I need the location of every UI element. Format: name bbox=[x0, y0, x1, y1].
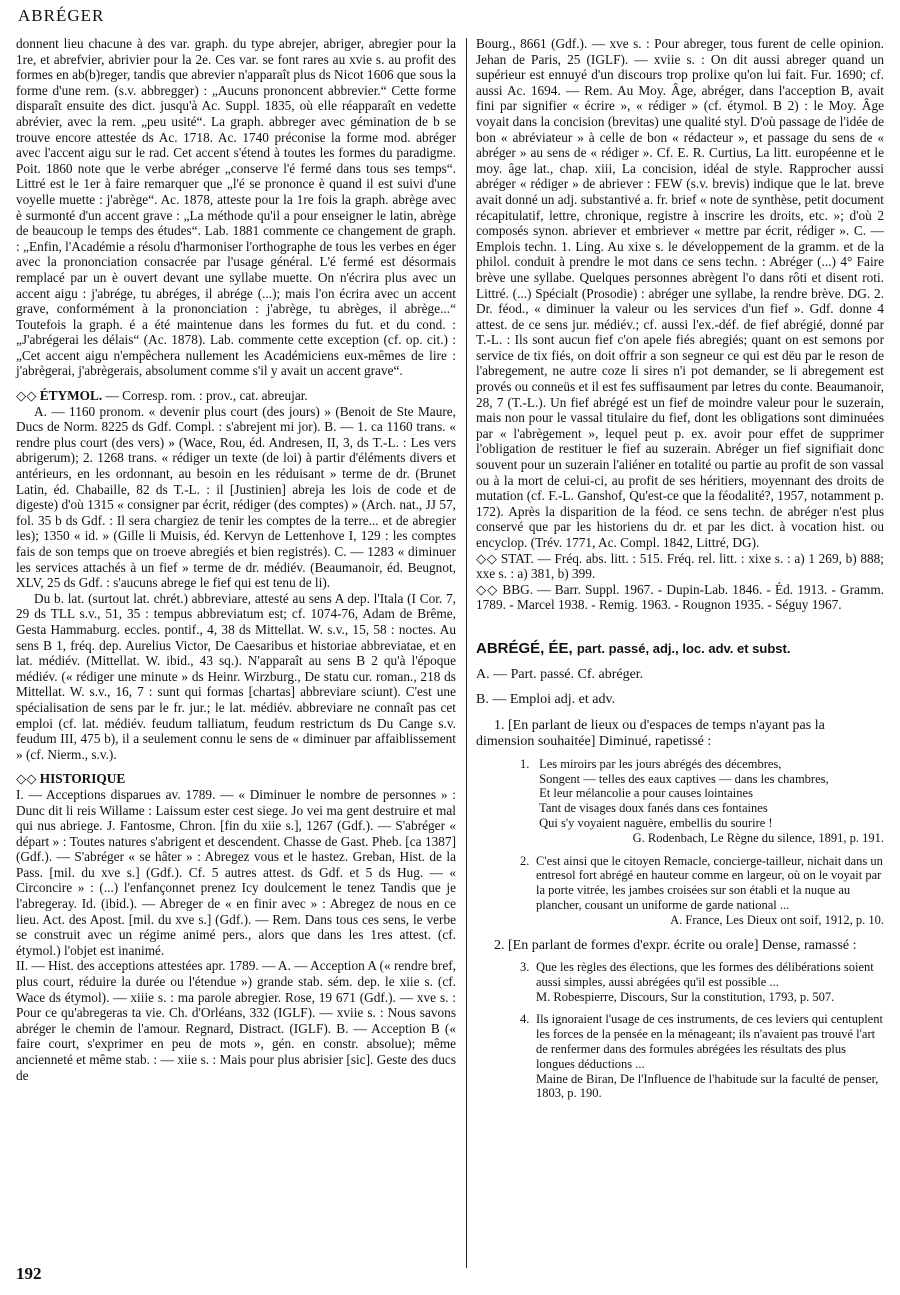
page-number: 192 bbox=[16, 1264, 42, 1283]
sense-2: 2. [En parlant de formes d'expr. écrite ou orale] Dense, ramassé : bbox=[494, 937, 857, 953]
example-number: 2. bbox=[520, 853, 530, 868]
label-a: A. — Part. passé. Cf. abréger. bbox=[476, 666, 644, 682]
example-1 bbox=[520, 757, 884, 846]
example-text: Ils ignoraient l'usage de ces instruments, de ces leviers qui centuplent les forces de la pensée en la ménageant; ils n'avaient pas trouvé l'art de renfermer dans des formules abrégées les résultats des plus longues déductions ... bbox=[536, 1012, 883, 1071]
stat-section: ◇◇ STAT. — Fréq. abs. litt. : 515. Fréq. rel. litt. : xixe s. : a) 1 269, b) 888; xxe s. : a) 381, b) 399. bbox=[476, 550, 884, 582]
left-column bbox=[16, 36, 456, 1083]
column-divider bbox=[466, 38, 467, 1268]
example-source: A. France, Les Dieux ont soif, 1912, p. 10. bbox=[670, 912, 884, 927]
example-text: Que les règles des élections, que les formes des délibérations soient aussi simples, aussi abrégées qu'il est possible ... bbox=[536, 960, 874, 989]
entry-word: ABRÉGÉ, ÉE, bbox=[476, 639, 573, 657]
example-source: Maine de Biran, De l'Influence de l'habitude sur la faculté de penser, 1803, p. 190. bbox=[536, 1071, 879, 1101]
historique-section bbox=[16, 771, 456, 1083]
entry-pos: part. passé, adj., loc. adv. et subst. bbox=[576, 640, 791, 656]
example-2 bbox=[520, 854, 884, 928]
example-number: 1. bbox=[520, 756, 530, 771]
bbg-section: ◇◇ BBG. — Barr. Suppl. 1967. - Dupin-Lab. 1846. - Éd. 1913. - Gramm. 1789. - Marcel 1938. - Remig. 1963. - Rougnon 1935. - Séguy 1967. bbox=[476, 581, 884, 613]
example-number: 3. bbox=[520, 960, 530, 975]
example-4 bbox=[520, 1012, 884, 1101]
verse-line: Qui s'y voyaient naguère, embellis du sourire ! bbox=[539, 815, 773, 830]
example-source: G. Rodenbach, Le Règne du silence, 1891, p. 191. bbox=[632, 830, 884, 845]
etymol-body: A. — 1160 pronom. « devenir plus court (des jours) » (Benoit de Ste Maure, Ducs de Norm. 8225 ds Gdf. Compl. : s'abrejent mi jor). B. — 1. ca 1160 trans. « rendre plus court (des vers) » (Wace, Rou, éd. Andresen, II, 3, ds T.-L. : Les vers abrigerum); 2. 1268 trans. « rédiger un texte (de loi) à partir d'éléments divers et antérieurs, en les ordonnant, au besoin en les réduisant » terme de dr. (Brunet Latin, éd. Chabaille, 82 ds T.-L. : il [Justinien] abreja les lois de code et de digeste) d'où 1315 « consigner par écrit, rédiger (des comptes) » (Arch. nat., JJ 57, fol. 35 b ds Gdf. : Il sera chargiez de tenir les comptes de la terre... et de abregier les); 1350 « id. » (Gille li Muisis, éd. Kervyn de Lettenhove I, 129 : les comptes fais de son temps que on troeve abregiés et bien registrés). C. — 1283 « diminuer les services attachés à un fief » terme de dr. médiév. (Beaumanoir, éd. Beugnot, XLV, 25 ds Gdf. : s'aucuns abrege le fief qui est tenu de li). bbox=[16, 403, 456, 591]
historique-title: ◇◇ HISTORIQUE bbox=[16, 771, 126, 787]
running-head: ABRÉGER bbox=[18, 6, 105, 25]
example-text: C'est ainsi que le citoyen Remacle, concierge-tailleur, nichait dans un entresol fort abrégé en hauteur comme en largeur, où on le voyait par la porte vitrée, les jambes croisées sur son établi et la nuque au plancher, cousant un uniforme de garde national ... bbox=[536, 853, 883, 912]
verse-line: Tant de visages doux fanés dans ces fontaines bbox=[539, 801, 768, 816]
sense-1: 1. [En parlant de lieux ou d'espaces de temps n'ayant pas la dimension souhaitée] Diminué, rapetissé : bbox=[476, 717, 825, 750]
verse-line: Les miroirs par les jours abrégés des décembres, bbox=[539, 756, 782, 771]
historique-part-2: II. — Hist. des acceptions attestées apr. 1789. — A. — Acception A (« rendre bref, plus court, réduire la durée ou l'étendue ») grande stab. sém. dep. le xiie s. (cf. Wace ds étymol). — xiiie s. : ma parole abregier. Rose, 19 671 (Gdf.). — xve s. : Pour ce qu'abregeras ta vie. Ch. d'Orléans, 332 (IGLF). — xviie s. : Nous savons abréger le chemin de l'amour. Regnard, Distract. (IGLF). B. — Acception B (« faire court, s'exprimer en peu de mots », gén. en constr. absolue); même ancienneté et même stab. : — xiie s. : Mais pour plus abrisier [sic]. Geste des ducs de bbox=[16, 958, 456, 1083]
example-number: 4. bbox=[520, 1012, 530, 1027]
right-column bbox=[476, 36, 884, 1101]
verse-line: Songent — telles des eaux captives — dans les chambres, bbox=[539, 771, 829, 786]
verse-line: Et leur mélancolie a pour causes lointaines bbox=[539, 786, 753, 801]
etymol-lead: — Corresp. rom. : prov., cat. abreujar. bbox=[105, 388, 308, 404]
intro-paragraph: donnent lieu chacune à des var. graph. du type abrejer, abriger, abregier pour la 1re, et abrefvier, abrivier pour la 2e. Ces var. se font rares au xvie s. au profit des formes en ab(b)reger, tandis que abrevier n'apparaît plus ds Nicot 1606 que sous la forme d'une rem. (s.v. abbregger) : „Aucuns prononcent abbrevier.“ Cette forme disparaît ensuite des dict. jusqu'à Ac. Suppl. 1835, où elle réapparaît en vedette abrévier, avec la rem. „peu usité“. La graph. abbreger avec gémination de b se trouve encore attestée ds Ac. 1718. Ac. 1740 préconise la forme mod. abréger avec l'accent aigu sur le rad. Cet accent s'étend à toutes les formes du paradigme. Poit. 1860 note que le verbe abréger „conserve l'é fermé dans tous ses temps“. Littré est le 1er à faire remarquer que „l'é se prononce è quand il est suivi d'une voyelle muette : j'abrège“. Ac. 1878, atteste pour la 1re fois la graph. abrège avec è surmonté d'un accent grave : „La méthode qu'il a pour enseigner le latin, abrège de beaucoup le temps des études“. Lab. 1881 commente ce changement de graph. : „Enfin, l'Académie a résolu d'harmoniser l'orthographe de tous les verbes en éger avec la prononciation consacrée par l'usage général. L'é fermé est désormais remplacé par un è ouvert devant une syllabe muette. On n'écrira plus avec un accent aigu : j'abrége, tu abréges, il abrége (...); mais l'on écrira avec un accent grave, conformément à la prononciation : j'abrège, tu abrèges, il abrège...“ Toutefois la graph. é a été maintenue dans les formes du fut. et du cond. : „J'abrégerai les délais“ (Ac. 1878). Lab. commente cette exception (cf. op. cit.) : „Cet accent aigu n'empêchera nullement les Académiciens eux-mêmes de lire : j'abrègerai, j'abrègerais, absolument comme s'il y avait un accent grave“. bbox=[16, 36, 456, 379]
etymol-title: ◇◇ ÉTYMOL. bbox=[16, 388, 103, 404]
etymol-section bbox=[16, 388, 456, 762]
example-source: M. Robespierre, Discours, Sur la constitution, 1793, p. 507. bbox=[536, 989, 835, 1004]
etymol-body-2: Du b. lat. (surtout lat. chrét.) abbreviare, attesté au sens A dep. l'Itala (I Cor. 7, 29 ds TLL s.v., 51, 35 : tempus abbreviatum est; cf. 1074-76, Adam de Brême, Gesta Hammaburg. eccles. pontif., 4, 38 ds Mittellat. W. s.v., 15, 58 : noctes. Au sens B 1, fréq. dep. Aurelius Victor, De Caesaribus et historiae abbreviatae, et en lat. médiév. (Mittellat. W. ibid., 43 sq.). N'apparaît au sens B 2 qu'à l'époque médiév. (« rédiger une minute » ds Heinr. Wirzburg., De statu cur. roman., 218 ds Mittellat. W. s.v., 16, 7 : sunt qui formas [chartas] abbreviare sciunt). C'est une spécialisation de sens par le fr. jur.; le lat. médiév. abbreviare ne connaît pas cet emploi (cf. lat. médiév. feudum talliatum, feudum restrictum ds Du Cange s.v. feudum III, 475 b), il a seulement connu le sens de « diminuer par affaiblissement » (cf. Nierm., s.v.). bbox=[16, 590, 456, 762]
historique-continued: Bourg., 8661 (Gdf.). — xve s. : Pour abreger, tous furent de celle opinion. Jehan de Paris, 25 (IGLF). — xviie s. : On dit aussi abreger quand un supérieur est ennuyé d'un discours trop prolixe qu'on lui fait. Fur. 1690; cf. aussi Ac. 1694. — Rem. Au Moy. Âge, abréger, dans l'acception B, avait fini par signifier « écrire », « rédiger » (cf. étymol. B 2) : le Moy. Âge voyait dans la concision (brevitas) une qualité styl. D'où passage de l'idée de bon « abréviateur » à celle de bon « rédacteur », et passage du sens de « abréger » au sens de « rédiger ». Cf. E. R. Curtius, La litt. européenne et le moy. âge lat., chap. xiii, La concision, idéal de style. Rapprocher aussi abréger « rédiger » de abriever : FEW (s.v. brevis) indique que le lat. breve avait donné un adj. substantivé a. fr. brief « note de synthèse, petit document récapitulatif, lettre, chronique, registre à inscrire les droits, etc. »; d'où 2 composés synon. abriever et embriever « mettre par écrit, rédiger ». C. — Emplois techn. 1. Ling. Au xixe s. le développement de la gramm. et de la philol. conduit à prendre le mot dans ce sens techn. : Abréger (...) 4° Faire brève une syllabe. Quelques personnes abrègent l'o dans rôti et disent roti. Littré. (...) Spécialt (Prosodie) : abréger une syllabe, la rendre brève. DG. 2. Dr. féod., « diminuer la valeur ou les services d'un fief ». Gdf. donne 4 attest. de ce sens jur. médiév.; cf. aussi l'ex.-déf. de fief abrégié, donné par T.-L. : Ils sont aucun fief c'on apele fiés abregiés; quant on est semons por service de tix fiés, on doit offrir a son segneur ce qui est dëu par le reson de l'abregement, ne autre coze li sires n'i pot demander, se li abregement est provés ou conneüs et il est fes suffisaument par letres du conte. Beaumanoir, 28, 7 (T.-L.). Un fief abrégé est un fief de moindre valeur pour le suzerain, mais non pour le vassal titulaire du fief, dont les obligations sont diminuées par « l'abrègement », lequel peut p. ex. avoir pour effet de supprimer l'obligation de restituer le fief au suzerain. Abréger un fief signifiait donc souvent pour un suzerain l'aliéner en totalité ou partie au profit de son vassal ou à la mort de celui-ci, au profit de ses héritiers, moyennant des droits de mutation (cf. F.-L. Ganshof, Qu'est-ce que la féodalité?, 1957, notamment p. 172). Après la disparition de la féod. ce sens techn. de abréger n'est plus conservé que par les historiens du dr. et par les dict. à vocation hist. ou encyclop. (Trév. 1771, Ac. Compl. 1842, Littré, DG). bbox=[476, 36, 884, 550]
example-1-verse bbox=[539, 757, 829, 831]
label-b: B. — Emploi adj. et adv. bbox=[476, 692, 616, 708]
entry-headword bbox=[476, 641, 884, 657]
example-3 bbox=[520, 960, 884, 1004]
historique-part-1: I. — Acceptions disparues av. 1789. — « Diminuer le nombre de personnes » : Dunc dit li reis Willame : Laissum ester cest siege. Jo vei ma gent destruire et mal qui nus abriege. J. Fantosme, Chron. [fin du xiie s.], 1267 (Gdf.). — S'abréger « départ » : Toutes natures s'abrigent et descendent. Chasse de Gast. Pheb. [ca 1387] (Gdf.). — S'abréger « se hâter » : Abregez vous et le hastez. Greban, Hist. de la Pass. [mil. du xve s.] (Gdf.). Cf. 5 autres attest. ds Gdf. et 5 ds Hug. — « Circoncire » : (...) l'enfançonnet prenez Icy doulcement le tenez Tandis que je l'abregeray. Id. (ibid.). — Abreger de « en finir avec » : Abregez de nous en ce lieu. Act. des Apost. [mil. du xve s.] (Gdf.). — Rem. Dans tous ces sens, le verbe se construit avec un régime animé pers., alors que dans les 1res attest. (cf. étymol.) l'objet est inanimé. bbox=[16, 786, 456, 958]
